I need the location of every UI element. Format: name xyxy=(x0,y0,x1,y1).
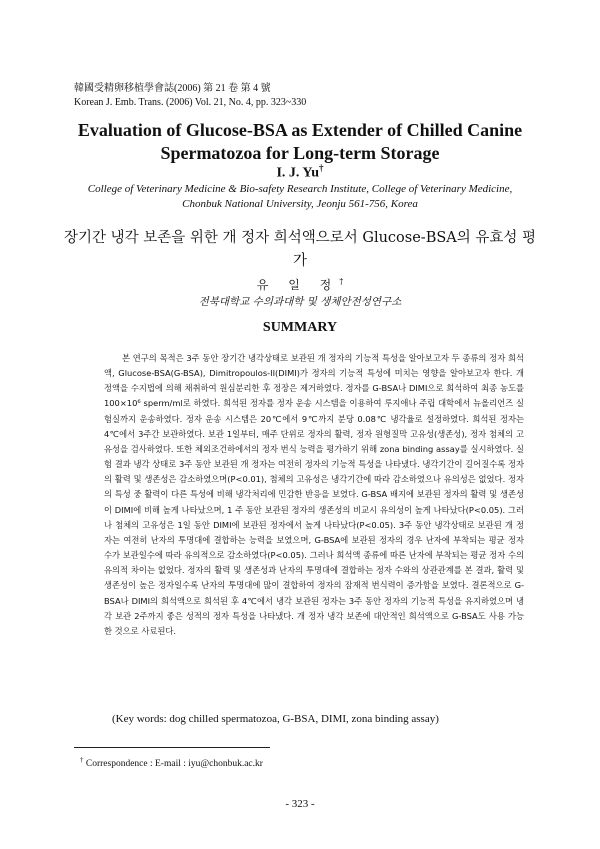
footnote-mark: † xyxy=(80,756,84,764)
article-title-korean: 장기간 냉각 보존을 위한 개 정자 희석액으로서 Glucose-BSA의 유효성 평가 xyxy=(63,230,537,269)
footnote xyxy=(80,756,263,769)
author-name: I. J. Yu xyxy=(276,165,320,181)
author-korean xyxy=(0,276,600,293)
correspondence-mark-korean: † xyxy=(339,277,344,286)
journal-citation-korean: 韓國受精卵移植學會誌(2006) 第 21 卷 第 4 號 xyxy=(74,83,271,94)
journal-citation-english: Korean J. Emb. Trans. (2006) Vol. 21, No. 4, pp. 323~330 xyxy=(74,97,307,108)
article-title-english: Evaluation of Glucose-BSA as Extender of Chilled Canine Spermatozoa for Long-term Storage xyxy=(77,120,523,163)
keywords: (Key words: dog chilled spermatozoa, G-BSA, DIMI, zona binding assay) xyxy=(112,713,439,725)
footnote-text: Correspondence : E-mail : iyu@chonbuk.ac.kr xyxy=(85,759,263,770)
summary-body xyxy=(104,351,524,639)
author-english xyxy=(0,163,600,182)
footnote-divider xyxy=(74,747,270,748)
correspondence-mark: † xyxy=(319,163,324,173)
summary-paragraph: 본 연구의 목적은 3주 동안 장기간 냉각상태로 보관된 개 정자의 기능적 특성을 알아보고자 두 종류의 정자 희석액, Glucose-BSA(G-BSA), Dimitropoulos-II(DIMI)가 정자의 기능적 특성에 미치는 영향을 알아보고자 한다. 개 정액을 수지법에 의해 채취하여 원심분리한 후 정장은 제거하였다. 정자를 G-BSA나 DIMI으로 희석하여 최종 농도를 100×10⁶ sperm/ml로 하였다. 희석된 정자를 정자 운송 시스템을 이용하여 루지애나 주립 대학에서 뉴올리언즈 실험실까지 운송하였다. 정자 운송 시스템은 20℃에서 9℃까지 분당 0.08℃ 냉각율로 설정하였다. 희석된 정자는 4℃에서 3주간 보관하였다. 보관 1일부터, 매주 단위로 정자의 활력, 정자 원형질막 고유성(생존성), 정자 첨체의 고유성을 검사하였다. 또한 체외조건하에서의 정자 번식 능력을 평가하기 위해 zona binding assay를 실시하였다. 실험 결과 냉각 상태로 3주 동안 보관된 개 정자는 여전히 정자의 기능적 특성을 나타냈다. 냉각기간이 길어질수록 정자의 활력 및 생존성은 감소하였으며(P<0.01), 첨체의 고유성은 냉각기간에 따라 감소하였으나 유의성은 없었다. 정자의 특성 중 활력이 다른 특성에 비해 냉각처리에 민감한 반응을 보였다. G-BSA 배지에 보관된 정자의 활력 및 생존성이 DIMI에 비해 높게 나타났으며, 1 주 동안 보관된 정자의 생존성의 비교시 유의성이 높게 나타났다(P<0.05). 그러나 첨체의 고유성은 1일 동안 DIMI에 보관된 정자에서 높게 나타났다(P<0.05). 3주 동안 냉각상태로 보관된 개 정자는 여전히 난자의 투명대에 결합하는 능력을 보였으며, G-BSA에 보관된 정자의 경우 난자에 부착되는 평균 정자 수가 보관일수에 따라 유의적으로 감소하였다(P<0.05). 그러나 희석액 종류에 따른 난자에 부착되는 평균 정자 수의 유의적 차이는 없었다. 정자의 활력 및 생존성과 난자의 투명대에 결합하는 정자 수와의 상관관계를 본 결과, 활력 및 생존성이 높은 정자일수록 난자의 투명대에 많이 결합하여 정자의 잠재적 번식력이 증가함을 보였다. 결론적으로 G-BSA나 DIMI의 희석액으로 희석된 후 4℃에서 냉각 보관된 정자는 3주 동안 정자의 기능적 특성을 유지하였으며 냉각 보관 2주까지 좋은 성적의 정자 특성을 나타냈다. 개 정자 냉각 보존에 대안적인 희석액으로 G-BSA도 사용 가능한 것으로 사료된다. xyxy=(104,353,524,636)
author-name-korean: 유 일 정 xyxy=(256,278,340,292)
summary-heading: SUMMARY xyxy=(262,320,338,335)
page-number: - 323 - xyxy=(285,798,315,810)
journal-header xyxy=(74,82,306,110)
affiliation-korean: 전북대학교 수의과대학 및 생체안전성연구소 xyxy=(198,296,402,308)
affiliation-english: College of Veterinary Medicine & Bio-safety Research Institute, College of Veterinary Medicine, Chonbuk National University, Jeonju 561-756, Korea xyxy=(87,183,513,210)
